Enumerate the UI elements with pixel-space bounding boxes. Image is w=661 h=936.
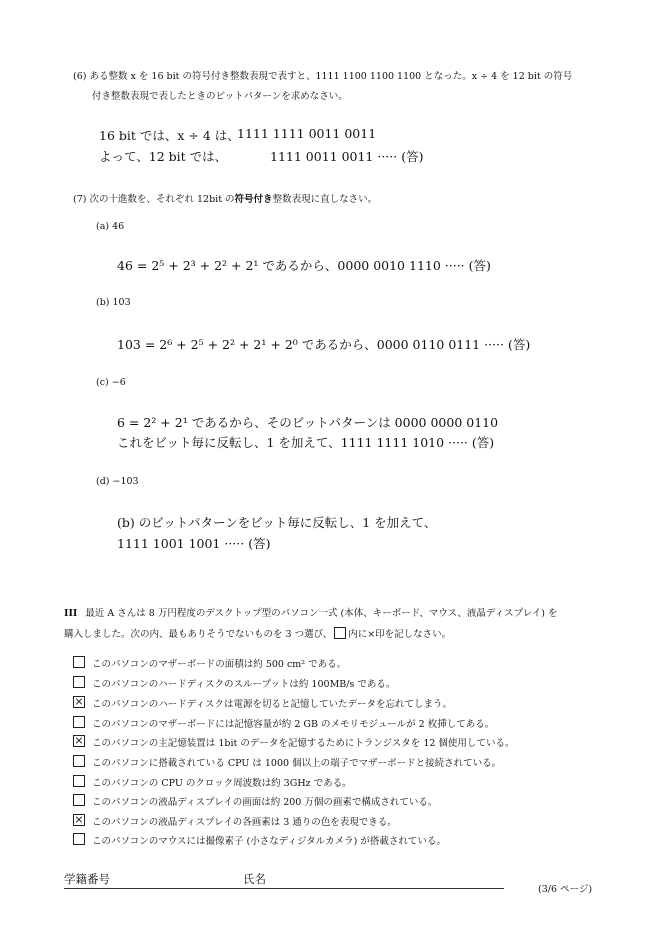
checkbox-6[interactable] xyxy=(73,755,85,767)
checkbox-label-7: このパソコンの CPU のクロック周波数は約 3GHz である。 xyxy=(92,778,352,789)
footer-underline xyxy=(64,888,504,889)
section3-line2 xyxy=(64,626,451,640)
section3-numeral: III xyxy=(64,608,78,619)
checkbox-7[interactable] xyxy=(73,775,85,787)
q7-a-label: (a) 46 xyxy=(96,221,125,232)
name-label: 氏名 xyxy=(243,872,266,886)
q6-text-line1: (6) ある整数 x を 16 bit の符号付き整数表現で表すと、1111 1100 1100 1100 となった。x ÷ 4 を 12 bit の符号 xyxy=(73,71,573,82)
page-number: (3/6 ページ) xyxy=(538,884,593,895)
q6-answer-line2-value: 1111 0011 0011 ····· (答) xyxy=(270,149,424,164)
q6-answer-line2-label: よって、12 bit では、 xyxy=(99,149,228,164)
q7-b-answer: 103 = 2⁶ + 2⁵ + 2² + 2¹ + 2⁰ であるから、0000 0110 0111 ····· (答) xyxy=(117,337,531,352)
q6-answer-line1-label: 16 bit では、x ÷ 4 は、 xyxy=(99,128,240,143)
q7-a-answer: 46 = 2⁵ + 2³ + 2² + 2¹ であるから、0000 0010 1110 ····· (答) xyxy=(117,258,491,273)
checkbox-label-8: このパソコンの液晶ディスプレイの画面は約 200 万個の画素で構成されている。 xyxy=(92,797,438,808)
checkbox-4[interactable] xyxy=(73,716,85,728)
checkbox-label-2: このパソコンのハードディスクのスループットは約 100MB/s である。 xyxy=(92,679,396,690)
q7-d-answer-line2: 1111 1001 1001 ····· (答) xyxy=(117,536,271,551)
q7-intro xyxy=(73,191,377,205)
checkbox-label-5: このパソコンの主記憶装置は 1bit のデータを記憶するためにトランジスタを 12 個使用している。 xyxy=(92,738,515,749)
checkbox-10[interactable] xyxy=(73,833,85,845)
checkbox-1[interactable] xyxy=(73,656,85,668)
section3-line1 xyxy=(64,605,557,619)
checkbox-label-10: このパソコンのマウスには撮像素子 (小さなディジタルカメラ) が搭載されている。 xyxy=(92,836,446,847)
q7-c-answer-line1: 6 = 2² + 2¹ であるから、そのビットパターンは 0000 0000 0110 xyxy=(117,415,499,430)
q7-d-label: (d) −103 xyxy=(96,476,139,487)
checkbox-8[interactable] xyxy=(73,794,85,806)
checkbox-label-6: このパソコンに搭載されている CPU は 1000 個以上の端子でマザーボードと接続されている。 xyxy=(92,758,502,769)
section3-line1-text: 最近 A さんは 8 万円程度のデスクトップ型のパソコン一式 (本体、キーボード、マウス、液晶ディスプレイ) を xyxy=(85,608,558,619)
q7-intro-post: 整数表現に直しなさい。 xyxy=(272,194,378,205)
q7-intro-bold: 符号付き xyxy=(234,194,273,205)
checkbox-label-1: このパソコンのマザーボードの面積は約 500 cm² である。 xyxy=(92,659,347,670)
section3-line2-post: 内に×印を記しなさい。 xyxy=(348,629,452,640)
q7-c-label: (c) −6 xyxy=(96,377,126,388)
checkbox-label-4: このパソコンのマザーボードには記憶容量が約 2 GB のメモリモジュールが 2 枚挿してある。 xyxy=(92,719,495,730)
q6-answer-line1-value: 1111 1111 0011 0011 xyxy=(237,126,377,141)
q7-b-label: (b) 103 xyxy=(96,297,131,308)
checkbox-5[interactable]: × xyxy=(74,734,84,747)
q7-c-answer-line2: これをビット毎に反転し、1 を加えて、1111 1111 1010 ····· (答) xyxy=(117,435,495,450)
q6-text-line2: 付き整数表現で表したときのビットパターンを求めなさい。 xyxy=(92,91,348,102)
checkbox-label-9: このパソコンの液晶ディスプレイの各画素は 3 通りの色を表現できる。 xyxy=(92,817,397,828)
checkbox-label-3: このパソコンのハードディスクは電源を切ると記憶していたデータを忘れてしまう。 xyxy=(92,699,453,710)
student-id-label: 学籍番号 xyxy=(64,872,110,886)
checkbox-3[interactable]: × xyxy=(74,695,84,708)
q7-d-answer-line1: (b) のビットパターンをビット毎に反転し、1 を加えて、 xyxy=(117,515,437,530)
section3-line2-pre: 購入しました。次の内、最もありそうでないものを 3 つ選び、 xyxy=(64,629,333,640)
inline-checkbox-icon xyxy=(334,627,346,639)
checkbox-9[interactable]: × xyxy=(74,813,84,826)
checkbox-2[interactable] xyxy=(73,676,85,688)
q7-intro-pre: (7) 次の十進数を、それぞれ 12bit の xyxy=(73,194,235,205)
